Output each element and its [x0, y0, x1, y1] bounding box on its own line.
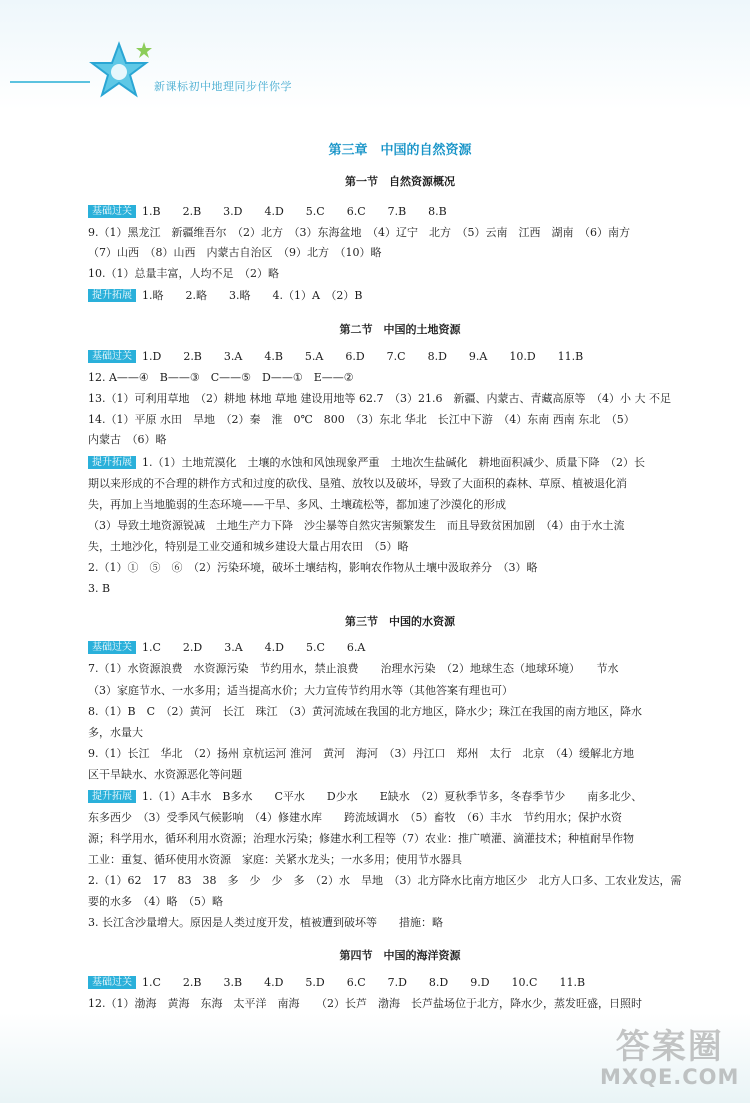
chapter-title: 第三章 中国的自然资源	[328, 143, 472, 158]
answer-line: （3）导致土地资源锐减 土地生产力下降 沙尘暴等自然灾害频繁发生 而且导致贫困加剧 （4）由于水土流	[88, 519, 625, 532]
answer-line: 期以来形成的不合理的耕作方式和过度的砍伐、垦殖、放牧以及破坏，导致了大面积的森林、草原、植被退化消	[88, 477, 627, 490]
advanced-tag: 提升拓展	[88, 790, 136, 803]
answer-line: （7）山西 （8）山西 内蒙古自治区 （9）北方 （10）略	[88, 246, 382, 259]
answer-line: 2.（1）62 17 83 38 多 少 少 多 （2）水 旱地 （3）北方降水比南方地区少 北方人口多、工农业发达，需	[88, 874, 682, 887]
answer-line: 内蒙古 （6）略	[88, 433, 167, 446]
section-title-1: 第一节 自然资源概况	[345, 175, 455, 188]
header-rule	[10, 81, 90, 83]
answer-line: 10.（1）总量丰富，人均不足 （2）略	[88, 267, 279, 280]
answer-line: 基础过关 1.C 2.B 3.B 4.D 5.D 6.C 7.D 8.D 9.D 10.C 11.B	[88, 976, 585, 990]
answer-line: 3. 长江含沙量增大。原因是人类过度开发，植被遭到破坏等 措施：略	[88, 916, 443, 929]
answer-line: 14.（1）平原 水田 旱地 （2）秦 淮 0℃ 800 （3）东北 华北 长江中下游 （4）东南 西南 东北 （5）	[88, 413, 635, 426]
watermark	[600, 1028, 739, 1088]
basic-tag: 基础过关	[88, 205, 136, 218]
book-series-title: 新课标初中地理同步伴你学	[154, 80, 292, 93]
advanced-tag: 提升拓展	[88, 289, 136, 302]
basic-tag: 基础过关	[88, 350, 136, 363]
answer-line: 提升拓展 1.略 2.略 3.略 4.（1）A （2）B	[88, 289, 363, 303]
answer-line: 源；科学用水，循环利用水资源；治理水污染；修建水利工程等（7）农业：推广喷灌、滴灌技术；种植耐旱作物	[88, 832, 634, 845]
answer-line: 提升拓展 1.（1）土地荒漠化 土壤的水蚀和风蚀现象严重 土地次生盐碱化 耕地面积减少、质量下降 （2）长	[88, 456, 645, 470]
answer-line: 区干旱缺水、水资源恶化等问题	[88, 768, 242, 781]
answer-line: 失，再加上当地脆弱的生态环境——干旱、多风、土壤疏松等，都加速了沙漠化的形成	[88, 498, 506, 511]
basic-tag: 基础过关	[88, 976, 136, 989]
answer-line: 8.（1）B C （2）黄河 长江 珠江 （3）黄河流域在我国的北方地区，降水少；珠江在我国的南方地区，降水	[88, 705, 642, 718]
answer-line: 12.（1）渤海 黄海 东海 太平洋 南海 （2）长芦 渤海 长芦盐场位于北方，降水少，蒸发旺盛，日照时	[88, 997, 642, 1010]
answer-line: 2.（1）① ⑤ ⑥ （2）污染环境，破坏土壤结构，影响农作物从土壤中汲取养分 （3）略	[88, 561, 538, 574]
answer-line: 12. A——④ B——③ C——⑤ D——① E——②	[88, 371, 354, 384]
answer-line: 基础过关 1.C 2.D 3.A 4.D 5.C 6.A	[88, 641, 365, 655]
basic-tag: 基础过关	[88, 641, 136, 654]
answer-line: 基础过关 1.B 2.B 3.D 4.D 5.C 6.C 7.B 8.B	[88, 205, 447, 219]
section-title-3: 第三节 中国的水资源	[345, 615, 455, 628]
watermark-url: MXQE.COM	[600, 1065, 740, 1089]
answer-line: （3）家庭节水、一水多用；适当提高水价；大力宣传节约用水等（其他答案有理也可）	[88, 684, 513, 697]
answer-line: 3. B	[88, 582, 111, 595]
answer-line: 多，水量大	[88, 726, 143, 739]
answer-line: 9.（1）黑龙江 新疆维吾尔 （2）北方 （3）东海盆地 （4）辽宁 北方 （5）云南 江西 湖南 （6）南方	[88, 226, 630, 239]
watermark-text: 答案圈	[615, 1027, 724, 1067]
answer-line: 提升拓展 1.（1）A丰水 B多水 C平水 D少水 E缺水 （2）夏秋季节多，冬春季节少 南多北少、	[88, 790, 642, 804]
advanced-tag: 提升拓展	[88, 456, 136, 469]
section-title-4: 第四节 中国的海洋资源	[339, 949, 461, 962]
answer-line: 失，土地沙化，特别是工业交通和城乡建设大量占用农田 （5）略	[88, 540, 409, 553]
answer-line: 13.（1）可利用草地 （2）耕地 林地 草地 建设用地等 62.7 （3）21.6 新疆、内蒙古、青藏高原等 （4）小 大 不足	[88, 392, 671, 405]
answer-line: 东多西少 （3）受季风气候影响 （4）修建水库 跨流域调水 （5）畜牧 （6）丰水 节约用水；保护水资	[88, 811, 622, 824]
section-title-2: 第二节 中国的土地资源	[339, 323, 461, 336]
star-logo-icon	[84, 36, 154, 106]
answer-line: 要的水多 （4）略 （5）略	[88, 895, 223, 908]
answer-line: 工业：重复、循环使用水资源 家庭：关紧水龙头；一水多用；使用节水器具	[88, 853, 462, 866]
answer-line: 基础过关 1.D 2.B 3.A 4.B 5.A 6.D 7.C 8.D 9.A 10.D 11.B	[88, 350, 583, 364]
answer-line: 9.（1）长江 华北 （2）扬州 京杭运河 淮河 黄河 海河 （3）丹江口 郑州 太行 北京 （4）缓解北方地	[88, 747, 634, 760]
answer-line: 7.（1）水资源浪费 水资源污染 节约用水，禁止浪费 治理水污染 （2）地球生态（地球环境） 节水	[88, 662, 619, 675]
